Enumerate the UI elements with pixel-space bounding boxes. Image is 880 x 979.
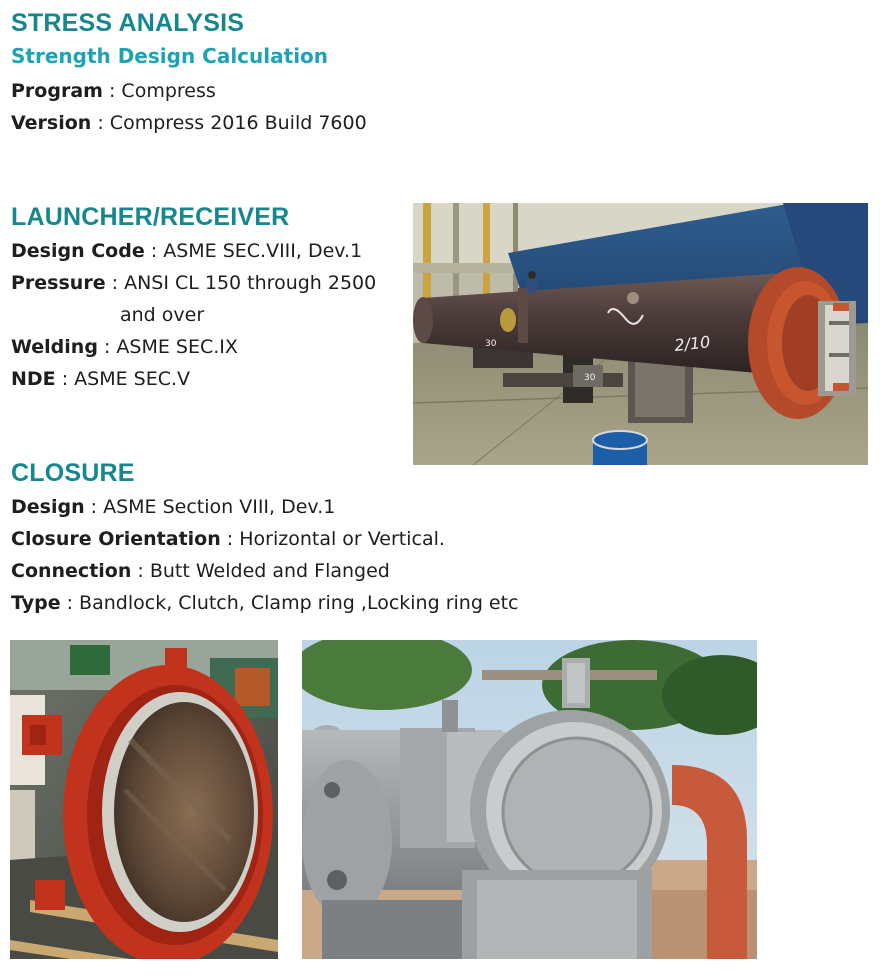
closure-orientation-line xyxy=(11,527,445,551)
type-value: : Bandlock, Clutch, Clamp ring ,Locking ring etc xyxy=(60,592,519,614)
nde-label: NDE xyxy=(11,368,56,390)
grey-closure-photo xyxy=(302,640,757,959)
support-marking-1: 30 xyxy=(485,339,497,349)
welding-line xyxy=(11,335,238,359)
connection-value: : Butt Welded and Flanged xyxy=(131,560,390,582)
stress-analysis-heading: STRESS ANALYSIS xyxy=(11,9,245,37)
program-value: : Compress xyxy=(102,80,216,102)
launcher-receiver-photo xyxy=(413,203,868,465)
pipe-marking: 2/10 xyxy=(673,332,712,355)
strength-design-subheading: Strength Design Calculation xyxy=(11,44,329,68)
version-line xyxy=(11,111,367,135)
closure-design-line xyxy=(11,495,335,519)
connection-line xyxy=(11,559,390,583)
type-line xyxy=(11,591,519,615)
closure-orientation-value: : Horizontal or Vertical. xyxy=(220,528,445,550)
closure-design-value: : ASME Section VIII, Dev.1 xyxy=(84,496,336,518)
connection-label: Connection xyxy=(11,560,132,582)
nde-value: : ASME SEC.V xyxy=(55,368,191,390)
pressure-value-cont: and over xyxy=(120,304,205,326)
closure-design-label: Design xyxy=(11,496,85,518)
closure-orientation-label: Closure Orientation xyxy=(11,528,221,550)
welding-value: : ASME SEC.IX xyxy=(97,336,238,358)
design-code-value: : ASME SEC.VIII, Dev.1 xyxy=(144,240,363,262)
pressure-label: Pressure xyxy=(11,272,106,294)
pressure-line xyxy=(11,271,376,295)
version-label: Version xyxy=(11,112,92,134)
type-label: Type xyxy=(11,592,61,614)
launcher-receiver-heading: LAUNCHER/RECEIVER xyxy=(11,203,290,231)
version-value: : Compress 2016 Build 7600 xyxy=(91,112,367,134)
program-line xyxy=(11,79,216,103)
design-code-label: Design Code xyxy=(11,240,145,262)
nde-line xyxy=(11,367,190,391)
pressure-value: : ANSI CL 150 through 2500 xyxy=(105,272,377,294)
support-marking-2: 30 xyxy=(584,373,596,383)
design-code-line xyxy=(11,239,362,263)
pressure-line-cont xyxy=(120,303,204,327)
program-label: Program xyxy=(11,80,103,102)
closure-heading: CLOSURE xyxy=(11,459,135,487)
red-closure-photo xyxy=(10,640,278,959)
welding-label: Welding xyxy=(11,336,98,358)
